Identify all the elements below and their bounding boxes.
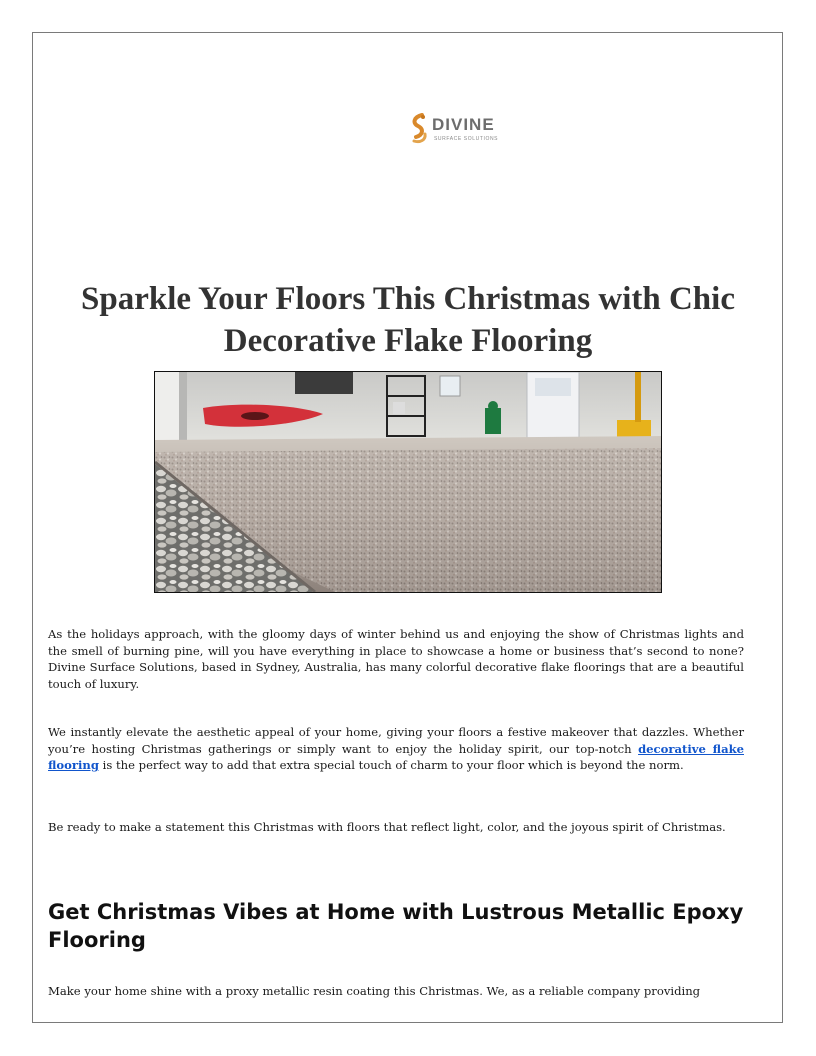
section-heading: Get Christmas Vibes at Home with Lustrous Metallic Epoxy Flooring	[48, 900, 744, 952]
flake-flooring-paragraph	[48, 724, 744, 774]
logo-tagline: SURFACE SOLUTIONS	[434, 136, 499, 142]
page-title: Sparkle Your Floors This Christmas with Chic Decorative Flake Flooring	[81, 281, 735, 360]
paragraph-text: is the perfect way to add that extra special touch of charm to your floor which is beyond the norm.	[98, 758, 684, 772]
metallic-epoxy-paragraph: Make your home shine with a proxy metallic resin coating this Christmas. We, as a reliable company providing	[48, 984, 701, 998]
flake-floor-photo	[154, 371, 662, 593]
statement-paragraph: Be ready to make a statement this Christmas with floors that reflect light, color, and the joyous spirit of Christmas.	[48, 820, 726, 834]
paragraph-text: We instantly elevate the aesthetic appeal of your home, giving your floors a festive makeover that dazzles. Whether you’re hosting Christmas gatherings or simply want to enjoy the holiday spirit, our top-notch	[48, 725, 744, 756]
garage-floor-image	[155, 372, 661, 592]
intro-paragraph: As the holidays approach, with the gloomy days of winter behind us and enjoying the show of Christmas lights and the smell of burning pine, will you have everything in place to showcase a home or business that’s second to none? Divine Surface Solutions, based in Sydney, Australia, has many colorful decorative flake floorings that are a beautiful touch of luxury.	[48, 627, 744, 691]
decorative-flake-flooring-link[interactable]: decorative flake flooring	[48, 741, 744, 772]
logo-wordmark: DIVINE	[432, 115, 495, 134]
divine-logo	[408, 113, 508, 147]
swirl-logo-icon	[408, 113, 430, 145]
